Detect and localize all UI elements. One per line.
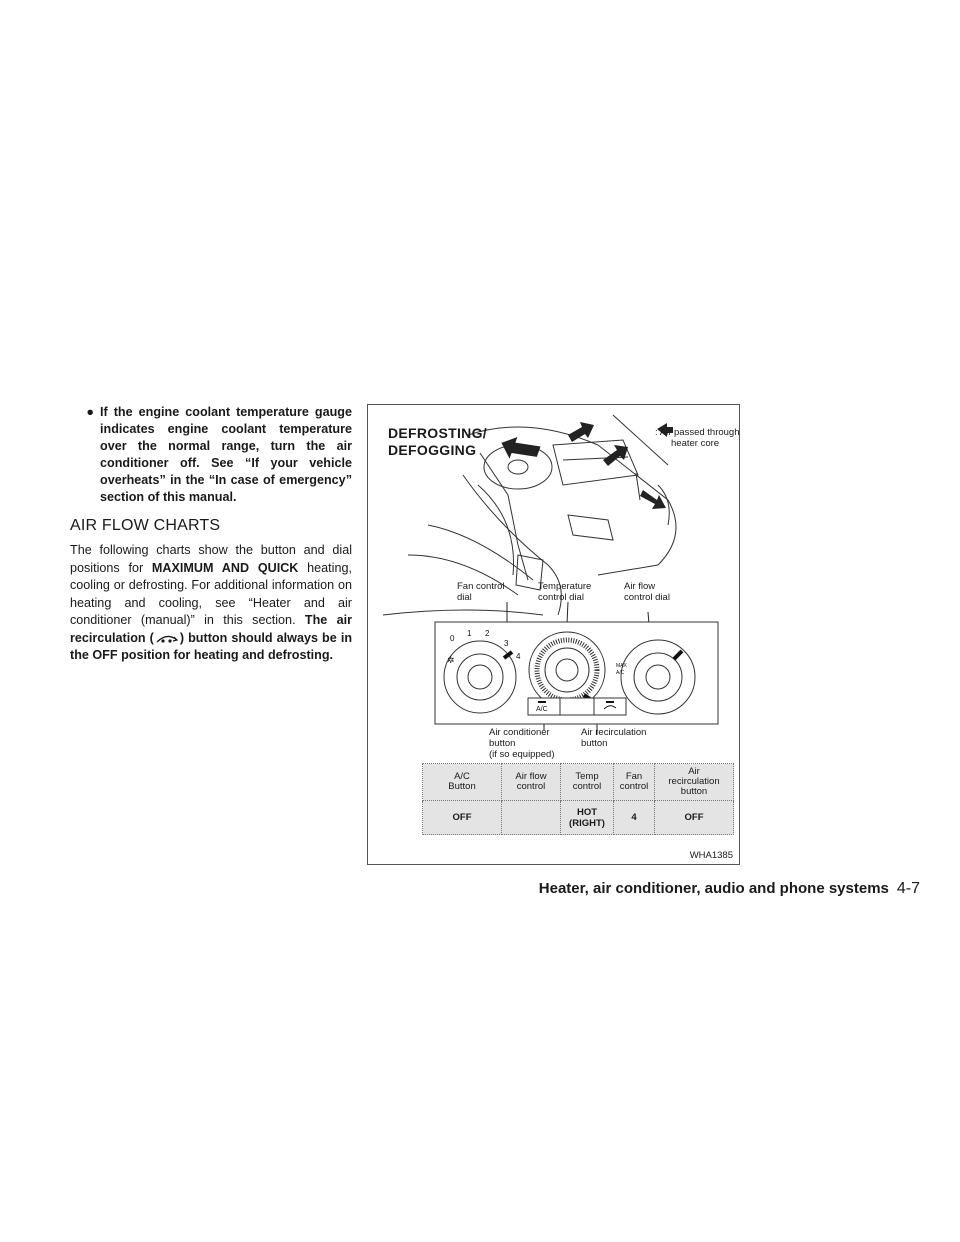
label-airflow-line-2: control dial xyxy=(624,592,670,603)
header-airflow-control: Air flow control xyxy=(502,764,561,801)
panel-blank xyxy=(560,698,594,715)
table-header-row xyxy=(423,764,734,801)
page-number: 4-7 xyxy=(896,880,920,897)
label-recirculation-button xyxy=(581,727,646,749)
label-fan-line-2: dial xyxy=(457,592,472,603)
airflow-arrow-3 xyxy=(603,445,628,466)
figure-legend xyxy=(655,427,745,449)
fan-level-0: 0 xyxy=(450,634,455,643)
airflow-settings-table xyxy=(422,763,734,835)
recirc-indicator xyxy=(606,701,614,703)
label-recirc-line-1: Air recirculation xyxy=(581,727,647,738)
label-temperature-control xyxy=(538,581,591,603)
header-ac-button: A/C Button xyxy=(423,764,502,801)
airflow-arrow-2 xyxy=(568,422,594,442)
max-ac-label-1: MAX xyxy=(616,663,627,669)
value-recirculation-button: OFF xyxy=(655,801,734,835)
recirculation-button xyxy=(594,698,626,715)
fan-level-3: 3 xyxy=(504,639,509,648)
paragraph-text-2: heating, cooling or defrosting. For additional information on heating and cooling, see “Heater and air conditioner (manual)” in this section. xyxy=(70,560,352,627)
paragraph-bold-2a: The air recirculation ( xyxy=(70,613,353,645)
label-temp-line-2: control dial xyxy=(538,592,584,603)
recirculation-icon xyxy=(154,631,180,645)
fan-level-1: 1 xyxy=(467,629,472,638)
warning-text: If the engine coolant temperature gauge indicates engine coolant temperature over the normal range, turn the air conditioner off. See “If your vehicle overheats” in the “In case of emergency” section of this manual. xyxy=(100,405,352,504)
fan-level-4: 4 xyxy=(516,652,521,661)
value-temp-control: HOT (RIGHT) xyxy=(561,801,614,835)
label-fan-line-1: Fan control xyxy=(457,581,505,592)
warning-bullet xyxy=(70,404,352,506)
bullet-icon: ● xyxy=(86,405,94,419)
label-airflow-line-1: Air flow xyxy=(624,581,656,592)
ac-button-label: A/C xyxy=(536,706,548,713)
legend-line-1: : Air passed through xyxy=(655,427,740,438)
footer-section-title: Heater, air conditioner, audio and phone systems xyxy=(538,880,889,897)
fan-level-2: 2 xyxy=(485,629,490,638)
value-airflow-control xyxy=(502,801,561,835)
table-row xyxy=(423,801,734,835)
max-ac-label-2: A/C xyxy=(616,670,625,676)
value-fan-control: 4 xyxy=(614,801,655,835)
header-temp-control: Temp control xyxy=(561,764,614,801)
airflow-arrow-1 xyxy=(497,433,541,468)
figure-title-line-1: DEFROSTING/ xyxy=(388,425,487,441)
label-ac-line-3: (if so equipped) xyxy=(489,749,555,760)
label-ac-line-1: Air conditioner xyxy=(489,727,550,738)
section-heading: AIR FLOW CHARTS xyxy=(70,517,221,534)
left-column xyxy=(70,404,352,665)
figure-title xyxy=(388,425,487,459)
label-fan-control xyxy=(457,581,505,603)
label-recirc-line-2: button xyxy=(581,738,608,749)
label-ac-line-2: button xyxy=(489,738,516,749)
label-air-conditioner-button xyxy=(489,727,554,760)
paragraph-bold-1: MAXIMUM AND QUICK xyxy=(151,560,299,575)
airflow-arrows xyxy=(497,422,673,509)
legend-line-2: heater core xyxy=(671,438,720,449)
paragraph-bold-2b: ) button should always be in the OFF position for heating and defrosting. xyxy=(70,630,353,662)
header-recirculation-button: Air recirculation button xyxy=(655,764,734,801)
figure-code: WHA1385 xyxy=(689,850,733,861)
airflow-figure xyxy=(367,404,740,865)
label-temp-line-1: Temperature xyxy=(538,581,592,592)
page-footer xyxy=(539,880,920,898)
figure-title-line-2: DEFOGGING xyxy=(388,442,477,458)
section-paragraph xyxy=(70,542,352,665)
value-ac-button: OFF xyxy=(423,801,502,835)
ac-indicator xyxy=(538,701,546,703)
airflow-arrow-4 xyxy=(640,490,666,509)
label-airflow-control xyxy=(624,581,670,603)
header-fan-control: Fan control xyxy=(614,764,655,801)
fan-icon: ✲ xyxy=(447,655,455,665)
paragraph-text-1: The following charts show the button and dial positions for xyxy=(70,543,352,575)
